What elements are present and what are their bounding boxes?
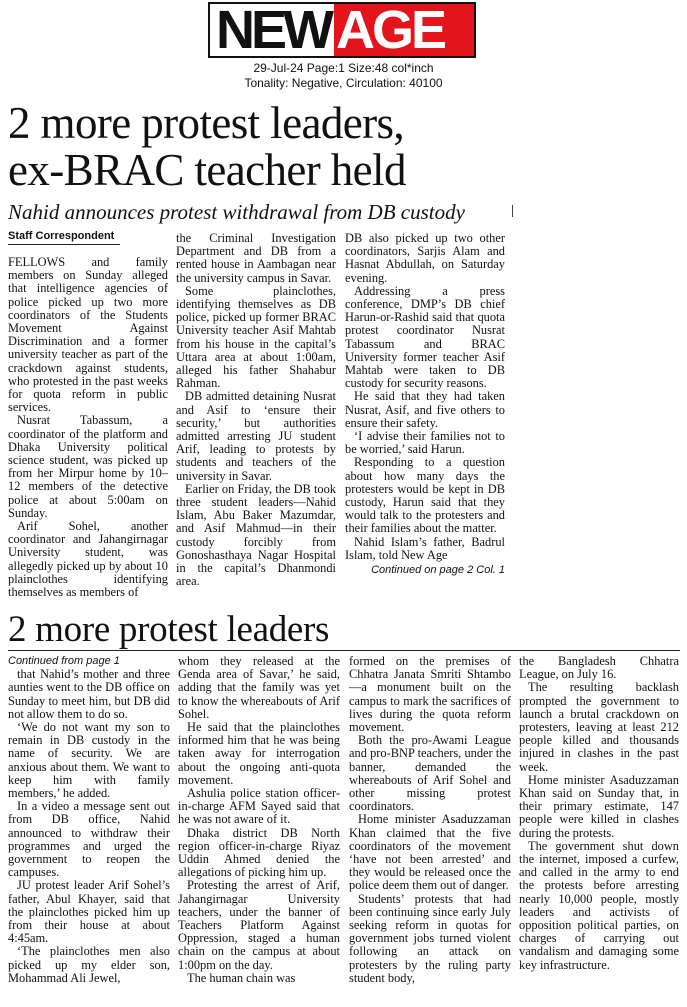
continued-jump-line: Continued on page 2 Col. 1 [371,564,505,577]
paragraph: the Bangladesh Chhatra League, on July 16. [519,654,679,682]
paragraph: ‘We do not want my son to remain in DB custody in the name of security. We are anxious about them. We want to keep him with family members,’ he added. [8,720,170,801]
paragraph: FELLOWS and family members on Sunday alleged that intelligence agencies of police picked up two more coordinators of the Students Movement Against Discrimination and a former university teacher as part of the crackdown against students, who protested in the past weeks for quota reform in public services. [8,255,168,415]
article2-column-4 [519,655,679,972]
paragraph: Protesting the arrest of Arif, Jahangirnagar University teachers, under the banner of Teachers Platform Against Oppression, staged a human chain on the campus at about 1:00pm on the day. [178,878,340,972]
paragraph: formed on the premises of Chhatra Janata Smriti Shtambo—a monument built on the campus to mark the sacrifices of lives during the quota reform movement. [349,654,511,735]
paragraph: DB also picked up two other coordinators, Sarjis Alam and Hasnat Abdullah, on Saturday evening. [345,231,505,285]
paragraph: Some plainclothes, identifying themselves as DB police, picked up former BRAC University teacher Asif Mahtab from his house in the capital’s Uttara area at about 1:00am, alleged his father Shahabur Rahman. [176,283,336,391]
article1-column-2 [176,232,336,588]
paragraph: He said that the plainclothes informed him that he was being taken away for interrogation about the ongoing anti-quota movement. [178,720,340,787]
headline-main [8,100,518,194]
article1-column-1 [8,256,168,599]
byline: Staff Correspondent [8,230,115,242]
clipping-meta-tonality: Tonality: Negative, Circulation: 40100 [244,76,443,90]
paragraph: Addressing a press conference, DMP’s DB chief Harun-or-Rashid said that quota protest coordinator Nusrat Tabassum and BRAC University former teacher Asif Mahtab were taken to DB custody for security reasons. [345,283,505,391]
paragraph: JU protest leader Arif Sohel’s father, Abul Khayer, said that the plainclothes picked him up from their house at about 4:45am. [8,878,170,946]
paragraph: The resulting backlash prompted the government to launch a brutal crackdown on protesters, leaving at least 212 people killed and thousands injured in clashes in the past week. [519,680,679,774]
paragraph: In a video a message sent out from DB office, Nahid announced to withdraw their programmes and urged the government to reopen the campuses. [8,799,170,880]
byline-underline [8,244,120,245]
article2-column-2 [178,655,340,985]
paragraph: DB admitted detaining Nusrat and Asif to ‘ensure their security,’ but authorities admitted arresting JU student Arif, leading to protests by students and teachers of the university in Savar. [176,389,336,483]
paragraph: ‘The plainclothes men also picked up my elder son, Mohammad Ali Jewel, [8,944,170,985]
logo-new-text: NEW [210,4,334,56]
paragraph: Home minister Asaduzzaman Khan said on Sunday that, in their primary estimate, 147 people were killed in clashes during the protests. [519,772,679,840]
clipping-meta-date: 29-Jul-24 Page:1 Size:48 col*inch [253,61,434,75]
paragraph: Responding to a question about how many days the protesters would be kept in DB custody, Harun said that they would talk to the protesters and their families about the matter. [345,455,505,536]
paragraph: whom they released at the Genda area of Savar,’ he said, adding that the family was yet to know the whereabouts of Arif Sohel. [178,654,340,721]
deck-subheadline: Nahid announces protest withdrawal from DB custody [8,200,465,224]
jump-headline-rule [8,650,680,651]
paragraph: Students’ protests that had been continuing since early July seeking reform in quotas for government jobs turned violent following an attack on protesters by the ruling party student body, [349,891,511,985]
paragraph: Arif Sohel, another coordinator and Jahangirnagar University student, was allegedly picked up by about 10 plainclothes identifying themselves as members of [8,519,168,600]
paragraph: Nahid Islam’s father, Badrul Islam, told New Age [345,534,505,562]
paragraph: the Criminal Investigation Department and DB from a rented house in Aambagan near the university campus in Savar. [176,231,336,285]
logo-age-text: AGE [335,2,445,58]
paragraph: Nusrat Tabassum, a coordinator of the platform and Dhaka University political science student, was picked up from her Mirpur home by 10–12 members of the detective police at about 5:00am on Sunday. [8,413,168,520]
article1-column-3 [345,232,505,577]
paragraph: Dhaka district DB North region officer-in-charge Riyaz Uddin Ahmed denied the allegations of picking him up. [178,825,340,880]
paragraph: Ashulia police station officer-in-charge AFM Sayed said that he was not aware of it. [178,786,340,827]
paragraph: The human chain was [187,970,296,985]
jump-headline: 2 more protest leaders [8,609,330,650]
headline-line-1: 2 more protest leaders, [8,98,405,148]
paragraph: Earlier on Friday, the DB took three student leaders—Nahid Islam, Abu Baker Mazumdar, and Asif Mahmud—in their custody forcibly from Gonoshasthaya Nagar Hospital in the capital’s Dhanmondi area. [176,481,336,589]
paragraph: that Nahid’s mother and three aunties went to the DB office on Sunday to meet him, but DB did not allow them to do so. [8,667,170,721]
paragraph: Both the pro-Awami League and pro-BNP teachers, under the banner, demanded the whereabouts of Arif Sohel and other missing protest coordinators. [349,733,511,814]
paragraph: Home minister Asaduzzaman Khan claimed that the five coordinators of the movement ‘have not been arrested’ and they would be released once the police deem them out of danger. [349,812,511,893]
article2-column-3 [349,655,511,985]
paragraph: ‘I advise their families not to be worried,’ said Harun. [345,429,505,457]
headline-line-2: ex-BRAC teacher held [8,145,406,195]
newspaper-logo [208,2,476,58]
paragraph: The government shut down the internet, imposed a curfew, and called in the army to end the protests before arresting nearly 10,000 people, mostly leaders and activists of opposition political parties, on charges of carrying out vandalism and damaging some key infrastructure. [519,838,679,972]
deck-tick [512,205,513,217]
paragraph: He said that they had taken Nusrat, Asif, and five others to ensure their safety. [345,389,505,430]
continued-from-label: Continued from page 1 [8,655,120,667]
article2-column-1 [8,655,170,985]
